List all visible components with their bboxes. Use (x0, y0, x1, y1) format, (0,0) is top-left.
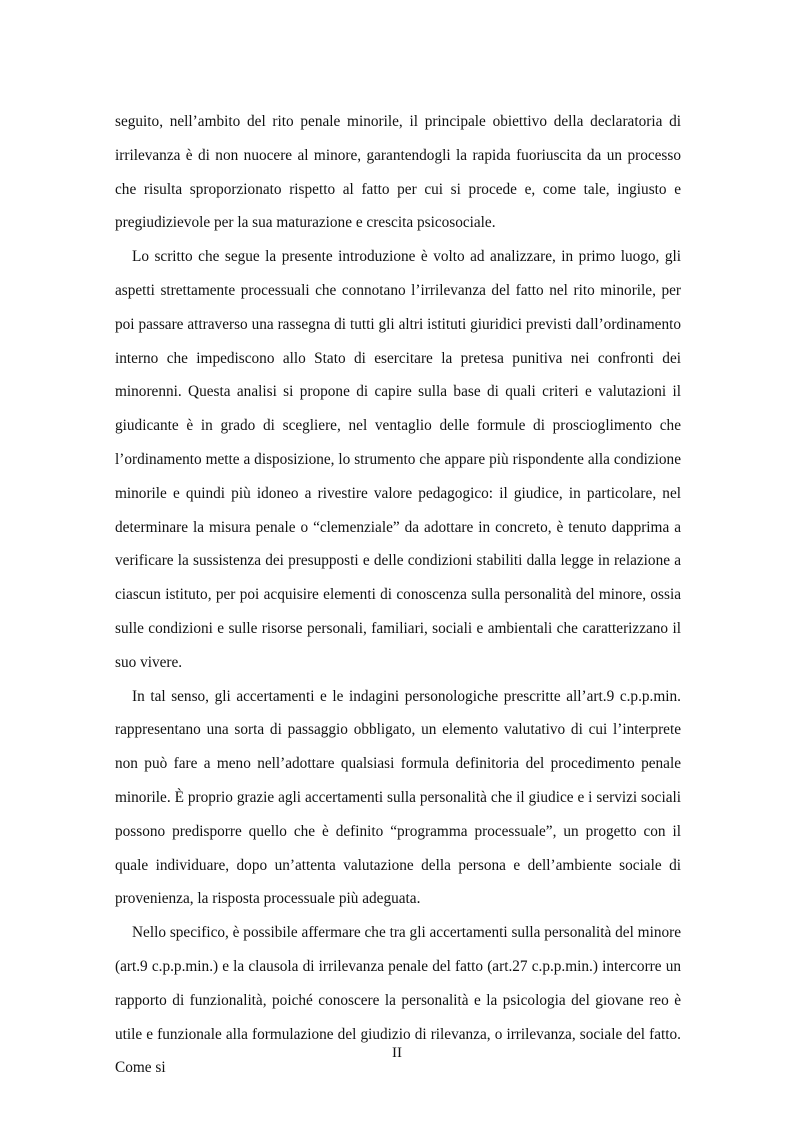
paragraph-personality-assessments: In tal senso, gli accertamenti e le indagini personologiche prescritte all’art.9 c.p.p.min. rappresentano una sorta di passaggio obbligato, un elemento valutativo di cui l’interprete non può fare a meno nell’adottare qualsiasi formula definitoria del procedimento penale minorile. È proprio grazie agli accertamenti sulla personalità che il giudice e i servizi sociali possono predisporre quello che è definito “programma processuale”, un progetto con il quale individuare, dopo un’attenta valutazione della persona e dell’ambiente sociale di provenienza, la risposta processuale più adeguata. (115, 687, 681, 908)
paragraph-continuation: seguito, nell’ambito del rito penale minorile, il principale obiettivo della declaratoria di irrilevanza è di non nuocere al minore, garantendogli la rapida fuoriuscita da un processo che risulta sproporzionato rispetto al fatto per cui si procede e, come tale, ingiusto e pregiudizievole per la sua maturazione e crescita psicosociale. (115, 113, 681, 232)
paragraph-functional-relationship: Nello specifico, è possibile affermare che tra gli accertamenti sulla personalità del minore (art.9 c.p.p.min.) e la clausola di irrilevanza penale del fatto (art.27 c.p.p.min.) intercorre un rapporto di funzionalità, poiché conoscere la personalità e la psicologia del giovane reo è utile e funzionale alla formulazione del giudizio di rilevanza, o irrilevanza, sociale del fatto. Come si (115, 924, 681, 1077)
page-body (115, 105, 681, 1085)
paragraph-analysis-outline: Lo scritto che segue la presente introduzione è volto ad analizzare, in primo luogo, gli aspetti strettamente processuali che connotano l’irrilevanza del fatto nel rito minorile, per poi passare attraverso una rassegna di tutti gli altri istituti giuridici previsti dall’ordinamento interno che impediscono allo Stato di esercitare la pretesa punitiva nei confronti dei minorenni. Questa analisi si propone di capire sulla base di quali criteri e valutazioni il giudicante è in grado di scegliere, nel ventaglio delle formule di proscioglimento che l’ordinamento mette a disposizione, lo strumento che appare più rispondente alla condizione minorile e quindi più idoneo a rivestire valore pedagogico: il giudice, in particolare, nel determinare la misura penale o “clemenziale” da adottare in concreto, è tenuto dapprima a verificare la sussistenza dei presupposti e delle condizioni stabiliti dalla legge in relazione a ciascun istituto, per poi acquisire elementi di conoscenza sulla personalità del minore, ossia sulle condizioni e sulle risorse personali, familiari, sociali e ambientali che caratterizzano il suo vivere. (115, 248, 681, 671)
page-number: II (392, 1045, 402, 1061)
